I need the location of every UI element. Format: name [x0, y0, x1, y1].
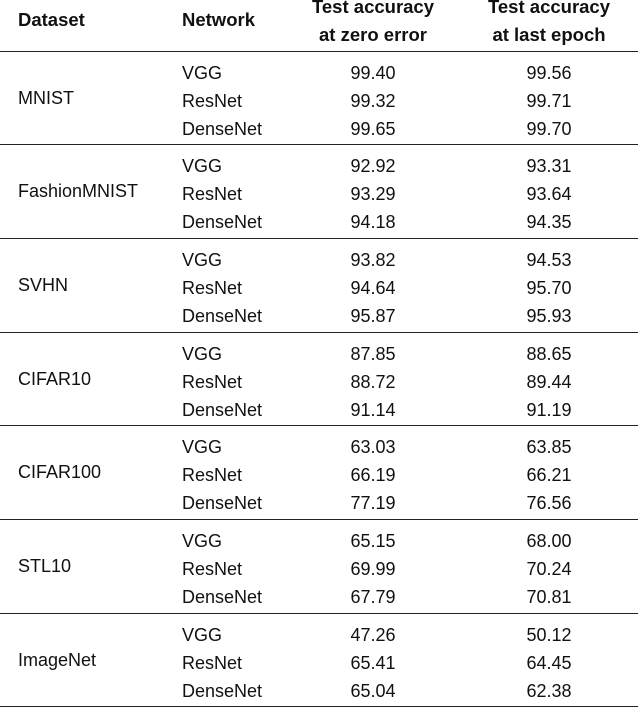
table-row: [0, 649, 638, 677]
dataset-name: CIFAR10: [18, 368, 92, 389]
header-network: Network: [182, 9, 255, 30]
zero-error-accuracy-cell: 87.85: [350, 343, 396, 364]
table-row: [0, 461, 638, 489]
network-cell: VGG: [182, 343, 223, 364]
network-cell: ResNet: [182, 559, 243, 579]
table-header: [0, 0, 638, 50]
network-cell: DenseNet: [182, 680, 263, 701]
table-row: [0, 396, 638, 424]
last-epoch-accuracy-cell: 64.45: [526, 652, 572, 673]
last-epoch-accuracy-cell: 99.56: [526, 62, 572, 83]
zero-error-accuracy-cell: 69.99: [350, 559, 396, 579]
zero-error-accuracy-cell: 65.41: [350, 652, 396, 673]
table-row: [0, 527, 638, 555]
dataset-group: [0, 425, 638, 519]
last-epoch-accuracy-cell: 93.31: [526, 156, 572, 177]
zero-error-accuracy-cell: 67.79: [350, 587, 396, 607]
last-epoch-accuracy-cell: 62.38: [526, 680, 572, 701]
network-cell: ResNet: [182, 277, 243, 298]
last-epoch-accuracy-cell: 99.71: [526, 90, 572, 111]
last-epoch-accuracy-cell: 63.85: [526, 437, 572, 458]
dataset-name: MNIST: [18, 87, 74, 108]
network-cell: VGG: [182, 437, 223, 458]
table-row: [0, 115, 638, 143]
table-row: [0, 274, 638, 302]
network-cell: ResNet: [182, 184, 243, 205]
last-epoch-accuracy-cell: 68.00: [526, 531, 572, 551]
network-cell: DenseNet: [182, 399, 263, 420]
table-row: [0, 152, 638, 180]
network-cell: ResNet: [182, 371, 243, 392]
network-cell: VGG: [182, 62, 223, 83]
table-row: [0, 302, 638, 330]
dataset-group: [0, 332, 638, 426]
zero-error-accuracy-cell: 99.65: [350, 118, 396, 139]
last-epoch-accuracy-cell: 50.12: [526, 624, 572, 645]
zero-error-accuracy-cell: 65.15: [350, 531, 396, 551]
network-cell: ResNet: [182, 90, 243, 111]
zero-error-accuracy-cell: 91.14: [350, 399, 396, 420]
last-epoch-accuracy-cell: 99.70: [526, 118, 572, 139]
dataset-name: CIFAR100: [18, 462, 102, 483]
network-cell: DenseNet: [182, 118, 263, 139]
table-row: [0, 677, 638, 705]
last-epoch-accuracy-cell: 95.70: [526, 277, 572, 298]
last-epoch-accuracy-cell: 94.35: [526, 212, 572, 233]
table-row: [0, 368, 638, 396]
dataset-group: [0, 238, 638, 332]
zero-error-accuracy-cell: 99.40: [350, 62, 396, 83]
zero-error-accuracy-cell: 93.82: [350, 249, 396, 270]
zero-error-accuracy-cell: 47.26: [350, 624, 396, 645]
table-row: [0, 555, 638, 583]
dataset-name: ImageNet: [18, 649, 97, 670]
group-rule: [0, 706, 638, 707]
last-epoch-accuracy-cell: 89.44: [526, 371, 572, 392]
network-cell: ResNet: [182, 465, 243, 486]
table-row: [0, 621, 638, 649]
zero-error-accuracy-cell: 63.03: [350, 437, 396, 458]
dataset-name: SVHN: [18, 274, 69, 295]
network-cell: VGG: [182, 156, 223, 177]
last-epoch-accuracy-cell: 70.81: [526, 587, 572, 607]
last-epoch-accuracy-cell: 70.24: [526, 559, 572, 579]
network-cell: ResNet: [182, 652, 243, 673]
table-row: [0, 59, 638, 87]
zero-error-accuracy-cell: 93.29: [350, 184, 396, 205]
table-row: [0, 180, 638, 208]
last-epoch-accuracy-cell: 93.64: [526, 184, 572, 205]
zero-error-accuracy-cell: 94.18: [350, 212, 396, 233]
header-zero-line1: Test accuracy: [311, 0, 435, 17]
network-cell: VGG: [182, 249, 223, 270]
table-row: [0, 489, 638, 517]
last-epoch-accuracy-cell: 76.56: [526, 493, 572, 514]
zero-error-accuracy-cell: 66.19: [350, 465, 396, 486]
zero-error-accuracy-cell: 65.04: [350, 680, 396, 701]
header-test-accuracy-last-epoch: [463, 0, 635, 49]
zero-error-accuracy-cell: 94.64: [350, 277, 396, 298]
table-row: [0, 246, 638, 274]
network-cell: DenseNet: [182, 587, 263, 607]
dataset-name: STL10: [18, 556, 72, 576]
zero-error-accuracy-cell: 99.32: [350, 90, 396, 111]
header-last-line2: at last epoch: [492, 24, 606, 45]
network-cell: VGG: [182, 624, 223, 645]
zero-error-accuracy-cell: 88.72: [350, 371, 396, 392]
last-epoch-accuracy-cell: 94.53: [526, 249, 572, 270]
network-cell: DenseNet: [182, 305, 263, 326]
table-row: [0, 583, 638, 611]
zero-error-accuracy-cell: 95.87: [350, 305, 396, 326]
table-row: [0, 340, 638, 368]
dataset-group: [0, 51, 638, 145]
dataset-group: [0, 613, 638, 707]
table-row: [0, 87, 638, 115]
dataset-group: [0, 519, 638, 613]
zero-error-accuracy-cell: 77.19: [350, 493, 396, 514]
dataset-name: FashionMNIST: [18, 181, 139, 202]
network-cell: DenseNet: [182, 493, 263, 514]
network-cell: DenseNet: [182, 212, 263, 233]
header-dataset: Dataset: [18, 9, 85, 30]
dataset-group: [0, 144, 638, 238]
last-epoch-accuracy-cell: 66.21: [526, 465, 572, 486]
table-row: [0, 208, 638, 236]
last-epoch-accuracy-cell: 91.19: [526, 399, 572, 420]
zero-error-accuracy-cell: 92.92: [350, 156, 396, 177]
header-last-line1: Test accuracy: [487, 0, 611, 17]
network-cell: VGG: [182, 531, 223, 551]
header-zero-line2: at zero error: [319, 24, 427, 45]
table-row: [0, 433, 638, 461]
last-epoch-accuracy-cell: 95.93: [526, 305, 572, 326]
last-epoch-accuracy-cell: 88.65: [526, 343, 572, 364]
header-test-accuracy-zero-error: [288, 0, 458, 49]
